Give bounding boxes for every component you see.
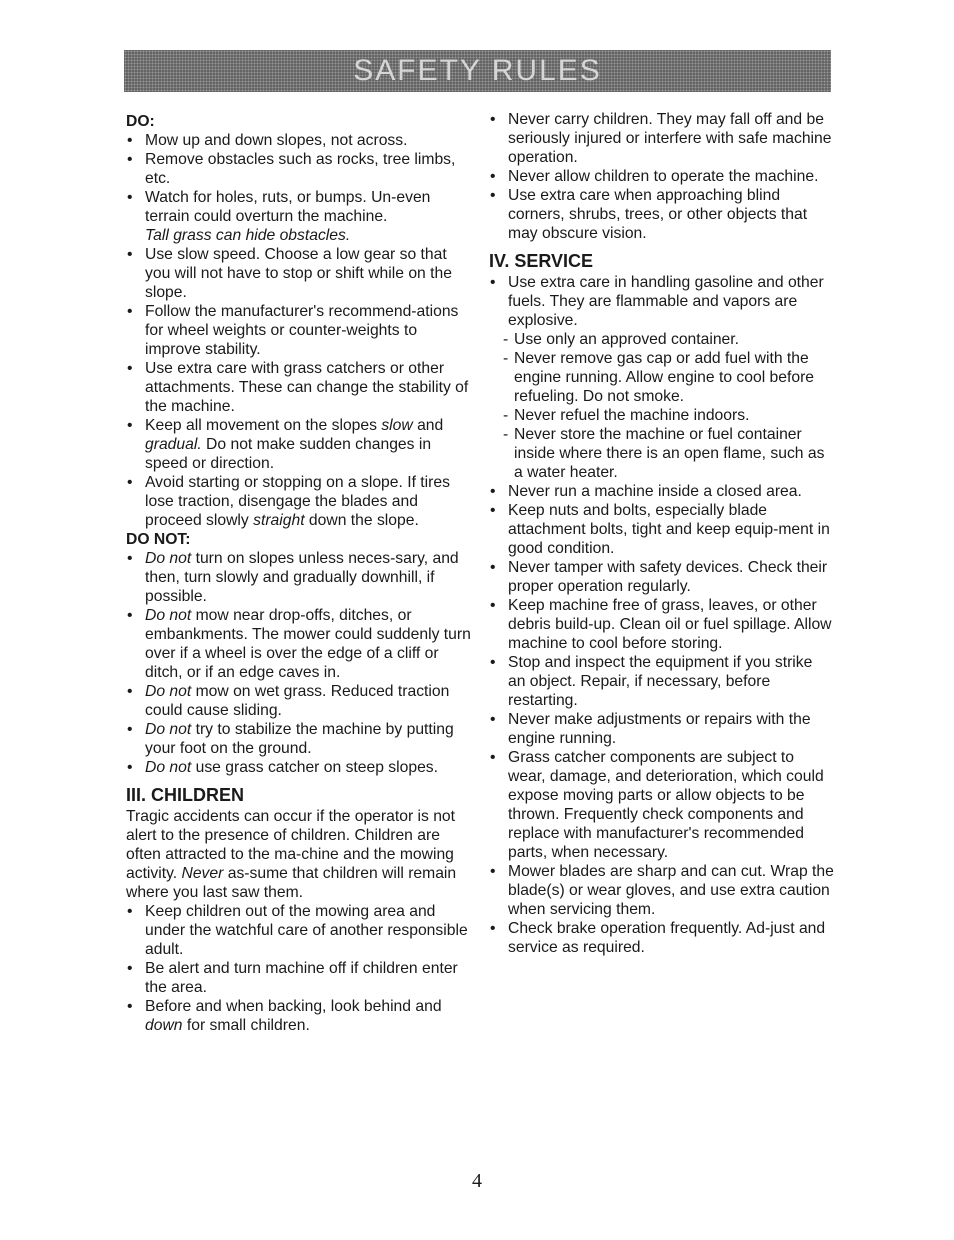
list-item: • Avoid starting or stopping on a slope. If tires lose traction, disengage the blades and proceed slowly straight down the slope. xyxy=(126,473,472,530)
do-not-list xyxy=(126,549,472,777)
sub-list-item: - Never remove gas cap or add fuel with the engine running. Allow engine to cool before refueling. Do not smoke. xyxy=(501,349,834,406)
do-not-heading: DO NOT: xyxy=(126,531,191,548)
children-list xyxy=(126,902,472,1035)
sub-list-item: - Use only an approved container. xyxy=(501,330,834,349)
sub-list-item: - Never store the machine or fuel container inside where there is an open flame, such as a water heater. xyxy=(501,425,834,482)
list-item: • Be alert and turn machine off if children enter the area. xyxy=(126,959,472,997)
list-item: • Never tamper with safety devices. Check their proper operation regularly. xyxy=(489,558,834,596)
service-list xyxy=(489,273,834,957)
do-heading: DO: xyxy=(126,113,155,130)
service-heading: IV. SERVICE xyxy=(489,251,594,271)
list-item: • Never run a machine inside a closed area. xyxy=(489,482,834,501)
left-column xyxy=(126,112,472,1035)
list-item: • Do not mow on wet grass. Reduced traction could cause sliding. xyxy=(126,682,472,720)
list-item: • Grass catcher components are subject to wear, damage, and deterioration, which could expose moving parts or allow objects to be thrown. Frequently check components and replace with manufacturer's recommended parts, when necessary. xyxy=(489,748,834,862)
right-column xyxy=(489,110,834,957)
banner-title: SAFETY RULES xyxy=(353,54,602,87)
children-intro: Tragic accidents can occur if the operator is not alert to the presence of children. Children are often attracted to the ma-chine and the mowing activity. Never as-sume that children will remain where you last saw them. xyxy=(126,808,457,901)
list-item: • Keep machine free of grass, leaves, or other debris build-up. Clean oil or fuel spillage. Allow machine to cool before storing. xyxy=(489,596,834,653)
list-item: • Use extra care in handling gasoline and other fuels. They are flammable and vapors are explosive. - Use only an approved container. - Never remove gas cap or add fuel with the engine running. Allow engine to cool before refueling. Do not smoke. - Never refuel the machine indoors. - Never store the machine or fuel container inside where there is an open flame, such as a water heater. xyxy=(489,273,834,482)
list-item: • Stop and inspect the equipment if you strike an object. Repair, if necessary, before restarting. xyxy=(489,653,834,710)
list-item: • Keep nuts and bolts, especially blade attachment bolts, tight and keep equip-ment in good condition. xyxy=(489,501,834,558)
gas-sublist xyxy=(501,330,834,482)
list-item: • Follow the manufacturer's recommend-ations for wheel weights or counter-weights to improve stability. xyxy=(126,302,472,359)
page-number: 4 xyxy=(472,1170,482,1192)
list-item: • Remove obstacles such as rocks, tree limbs, etc. xyxy=(126,150,472,188)
list-item: • Mow up and down slopes, not across. xyxy=(126,131,472,150)
list-item: • Keep children out of the mowing area and under the watchful care of another responsible adult. xyxy=(126,902,472,959)
list-item: • Check brake operation frequently. Ad-just and service as required. xyxy=(489,919,834,957)
children-list-continued xyxy=(489,110,834,243)
sub-list-item: - Never refuel the machine indoors. xyxy=(501,406,834,425)
list-item: • Do not mow near drop-offs, ditches, or embankments. The mower could suddenly turn over if a wheel is over the edge of a cliff or ditch, or if an edge caves in. xyxy=(126,606,472,682)
list-item: • Use extra care with grass catchers or other attachments. These can change the stability of the machine. xyxy=(126,359,472,416)
list-item: • Use slow speed. Choose a low gear so that you will not have to stop or shift while on the slope. xyxy=(126,245,472,302)
list-item: • Do not use grass catcher on steep slopes. xyxy=(126,758,472,777)
list-item: • Mower blades are sharp and can cut. Wrap the blade(s) or wear gloves, and use extra caution when servicing them. xyxy=(489,862,834,919)
list-item: • Never make adjustments or repairs with the engine running. xyxy=(489,710,834,748)
list-item: • Do not try to stabilize the machine by putting your foot on the ground. xyxy=(126,720,472,758)
list-item: • Never carry children. They may fall off and be seriously injured or interfere with safe machine operation. xyxy=(489,110,834,167)
list-item: • Never allow children to operate the machine. xyxy=(489,167,834,186)
list-item: • Keep all movement on the slopes slow and gradual. Do not make sudden changes in speed or direction. xyxy=(126,416,472,473)
list-item: • Do not turn on slopes unless neces-sary, and then, turn slowly and gradually downhill, if possible. xyxy=(126,549,472,606)
safety-rules-banner xyxy=(124,50,831,92)
list-item: • Watch for holes, ruts, or bumps. Un-even terrain could overturn the machine. Tall grass can hide obstacles. xyxy=(126,188,472,245)
do-list xyxy=(126,131,472,530)
list-item: • Before and when backing, look behind and down for small children. xyxy=(126,997,472,1035)
children-heading: III. CHILDREN xyxy=(126,785,245,805)
list-item: • Use extra care when approaching blind corners, shrubs, trees, or other objects that may obscure vision. xyxy=(489,186,834,243)
